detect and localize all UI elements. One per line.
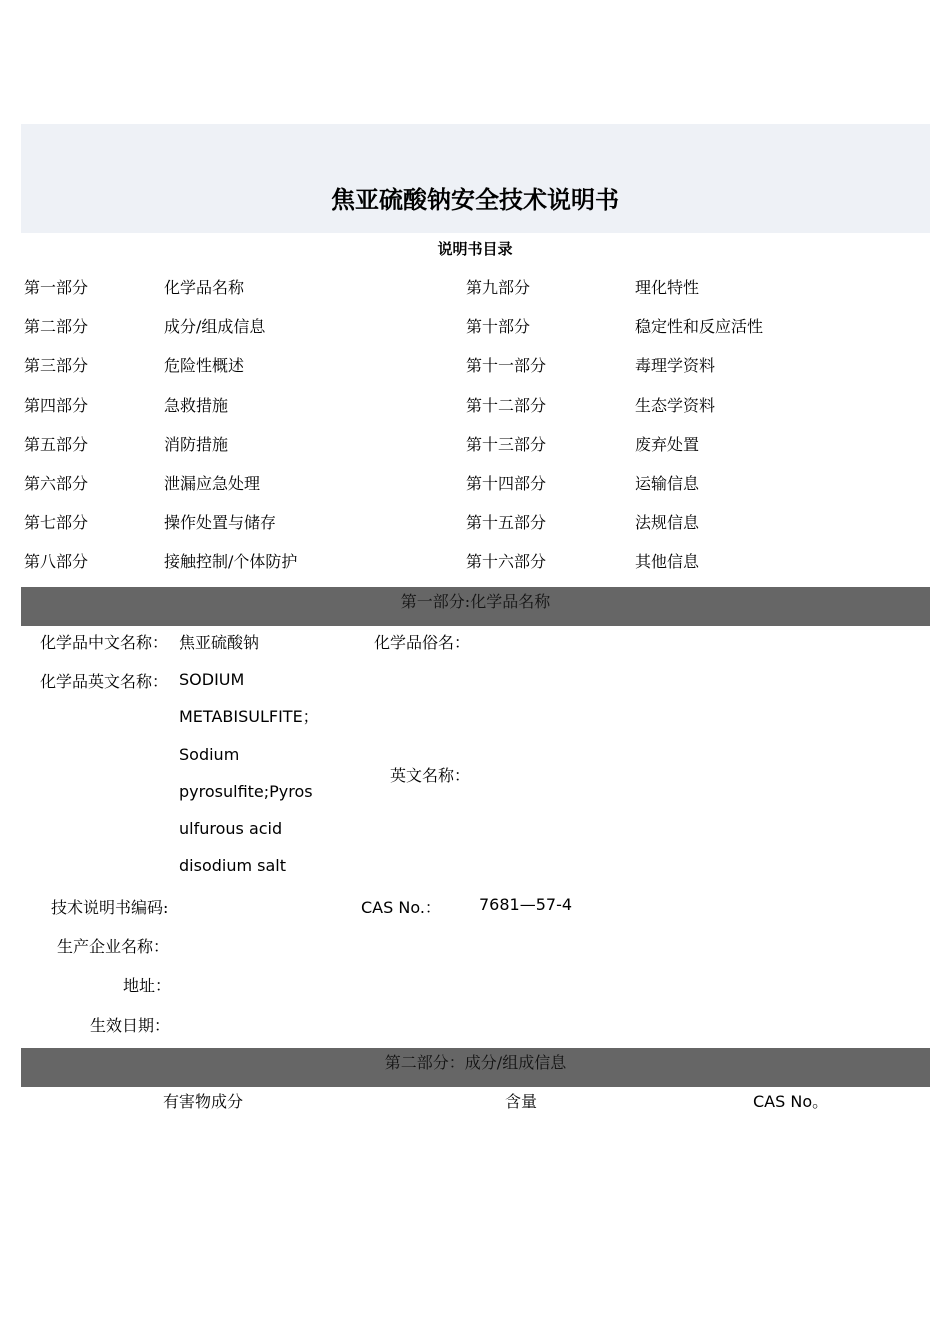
cn-name-label: 化学品中文名称：: [40, 633, 169, 652]
toc-name-left: 操作处置与储存: [164, 513, 277, 533]
en-name-line: ulfurous acid: [179, 819, 283, 839]
toc-part-left: 第二部分: [24, 317, 89, 337]
common-name-label: 化学品俗名：: [374, 633, 471, 652]
toc-name-right: 法规信息: [635, 513, 700, 533]
toc-row: [0, 503, 950, 542]
cas-label: CAS No.：: [361, 898, 441, 917]
toc-row: [0, 268, 950, 307]
toc-part-left: 第四部分: [24, 395, 89, 415]
toc-name-right: 废弃处置: [635, 434, 700, 454]
toc-name-left: 泄漏应急处理: [164, 474, 261, 493]
en-name-value: [179, 661, 319, 885]
section-2-bar: 第二部分：成分/组成信息: [21, 1048, 930, 1087]
toc-part-right: 第十三部分: [466, 434, 547, 454]
toc-row: [0, 425, 950, 464]
toc-part-right: 第十五部分: [466, 513, 547, 533]
document-title: 焦亚硫酸钠安全技术说明书: [331, 185, 619, 214]
toc-name-right: 运输信息: [635, 474, 700, 493]
toc-name-right: 生态学资料: [635, 395, 716, 415]
toc-part-left: 第三部分: [24, 356, 89, 376]
column-header-cas: CAS No。: [753, 1092, 829, 1111]
toc-part-right: 第十四部分: [466, 474, 547, 493]
toc-row: [0, 346, 950, 385]
manufacturer-label: 生产企业名称：: [57, 937, 170, 956]
en-name-line: disodium salt: [179, 856, 286, 876]
toc-name-left: 消防措施: [164, 434, 229, 454]
toc-name-right: 毒理学资料: [635, 356, 716, 376]
toc-part-right: 第九部分: [466, 278, 531, 297]
toc-part-left: 第五部分: [24, 434, 89, 454]
cn-name-value: 焦亚硫酸钠: [179, 633, 260, 652]
toc-part-left: 第六部分: [24, 474, 89, 493]
toc-name-right: 理化特性: [635, 278, 700, 297]
toc-part-right: 第十一部分: [466, 356, 547, 376]
toc-name-left: 成分/组成信息: [164, 317, 266, 337]
en-name-label: 化学品英文名称：: [40, 672, 169, 691]
toc-part-left: 第八部分: [24, 552, 89, 572]
toc-row: [0, 542, 950, 581]
toc-heading: 说明书目录: [437, 240, 513, 258]
toc-name-right: 稳定性和反应活性: [635, 317, 764, 337]
toc-name-left: 接触控制/个体防护: [164, 552, 298, 572]
section-1-bar: 第一部分:化学品名称: [21, 587, 930, 626]
toc-name-left: 危险性概述: [164, 356, 245, 376]
en-name-line: Sodium: [179, 744, 240, 764]
en-name-line: METABISULFITE；: [179, 707, 319, 727]
effective-date-label: 生效日期：: [90, 1016, 171, 1035]
toc-part-left: 第七部分: [24, 513, 89, 533]
toc-row: [0, 464, 950, 503]
code-label: 技术说明书编码:: [51, 898, 169, 917]
toc-row: [0, 307, 950, 346]
column-header-component: 有害物成分: [163, 1092, 244, 1111]
toc-part-left: 第一部分: [24, 278, 89, 297]
toc-row: [0, 386, 950, 425]
en-name-line: SODIUM: [179, 670, 245, 689]
cas-value: 7681—57-4: [479, 895, 573, 914]
toc-name-right: 其他信息: [635, 552, 700, 572]
toc-name-left: 化学品名称: [164, 278, 245, 297]
toc-part-right: 第十部分: [466, 317, 531, 337]
en-alias-label: 英文名称：: [390, 766, 471, 785]
address-label: 地址：: [123, 976, 172, 995]
toc-part-right: 第十六部分: [466, 552, 547, 572]
en-name-line: pyrosulfite;Pyros: [179, 781, 313, 801]
toc-name-left: 急救措施: [164, 395, 229, 415]
title-band: [21, 124, 930, 233]
column-header-content: 含量: [505, 1092, 538, 1111]
toc-part-right: 第十二部分: [466, 395, 547, 415]
